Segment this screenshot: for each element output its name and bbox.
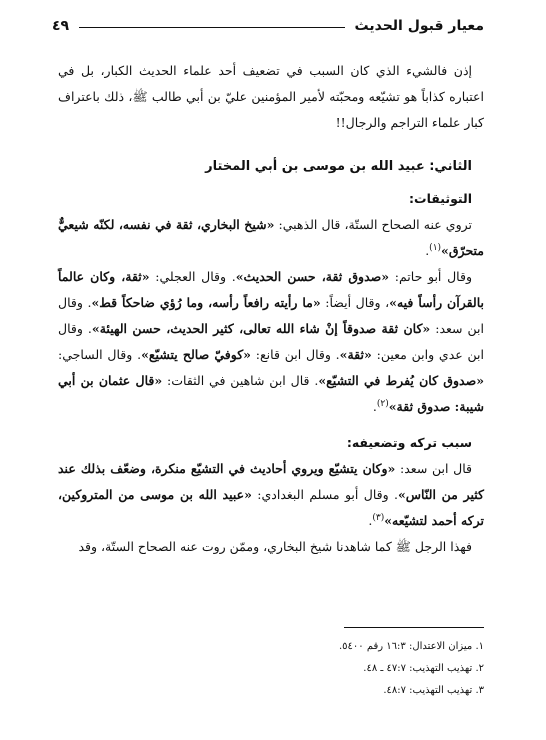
footnote-2: ٢. تهذيب التهذيب: ٤٧:٧ ـ ٤٨. [363, 663, 484, 674]
tawthiqat-heading: التوثيقات: [409, 191, 472, 206]
paragraph-dhahabi: تروي عنه الصحاح الستّة، قال الذهبي: «شيخ البخاري، ثقة في نفسه، لكنّه شيعيٌّ متحرّق»$^{(١)}$. [58, 217, 484, 258]
footnotes [58, 636, 484, 702]
quote: «شيخ البخاري، ثقة في نفسه، لكنّه شيعيٌّ متحرّق» [58, 217, 484, 258]
footnote-ref: (١) [429, 242, 442, 253]
paragraph-conclusion: فهذا الرجل ﷺ كما شاهدنا شيخ البخاري، وممّن روت عنه الصحاح الستّة، وقد [78, 539, 472, 554]
section-title: الثاني: عبيد الله بن موسى بن أبي المختار [205, 159, 472, 174]
header-rule [79, 27, 344, 28]
page-number: ٤٩ [52, 18, 70, 34]
footnote-1: ١. ميزان الاعتدال: ١٦:٣ رقم ٥٤٠٠. [338, 641, 484, 652]
reason-heading: سبب تركه وتضعيفه: [346, 435, 472, 450]
paragraph-tawthiqat: وقال أبو حاتم: «صدوق ثقة، حسن الحديث». وقال العجلي: «ثقة، وكان عالماً بالقرآن رأساً فيه»، وقال أيضاً: «ما رأيته رافعاً رأسه، وما رُؤي ضاحكاً قط». وقال ابن سعد: «كان ثقة صدوقاً إنْ شاء الله تعالى، كثير الحديث، حسن الهيئة». وقال ابن عدي وابن معين: «ثقة». وقال ابن قانع: «كوفيّ صالح يتشيّع». وقال الساجي: «صدوق كان يُفرط في التشيّع». قال ابن شاهين في الثقات: «قال عثمان بن أبي شيبة: صدوق ثقة»$^{(٢)}$. [58, 269, 485, 414]
running-title: معيار قبول الحديث [354, 18, 484, 34]
body-text [58, 58, 484, 560]
footnote-3: ٣. تهذيب التهذيب: ٤٨:٧. [383, 685, 484, 696]
page-header [52, 14, 484, 38]
footnote-separator [344, 627, 484, 628]
intro-paragraph: إذن فالشيء الذي كان السبب في تضعيف أحد علماء الحديث الكبار، بل في اعتباره كذاباً هو تشيّعه ومحبّته لأمير المؤمنين عليّ بن أبي طالب ﷺ، ذلك باعتراف كبار علماء التراجم والرجال!! [58, 63, 484, 130]
footnote-ref: (٣) [372, 512, 385, 523]
footnote-ref: (٢) [376, 398, 389, 409]
paragraph-reason: قال ابن سعد: «وكان يتشيّع ويروي أحاديث في التشيّع منكرة، وضعّف بذلك عند كثير من النّاس». وقال أبو مسلم البغدادي: «عبيد الله بن موسى من المتروكين، تركه أحمد لتشيّعه»$^{(٣)}$. [58, 461, 484, 528]
